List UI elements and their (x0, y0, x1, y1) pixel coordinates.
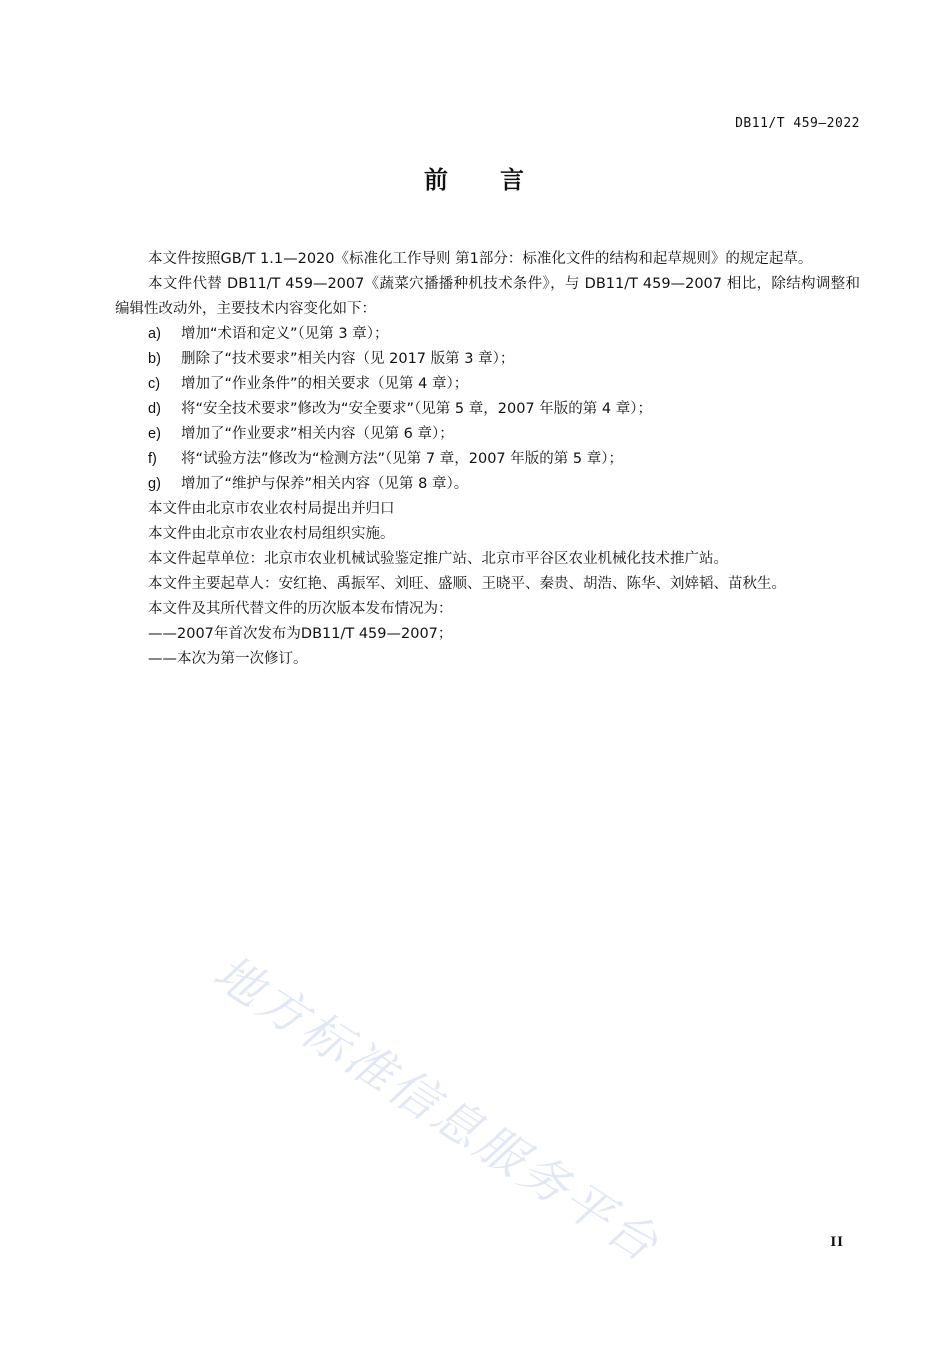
page-title (0, 160, 950, 195)
watermark: 地方标准信息服务平台 (203, 944, 671, 1275)
statement-drafters: 本文件主要起草人：安红艳、禹振军、刘旺、盛顺、王晓平、秦贵、胡浩、陈华、刘婞韬、苗秋生。 (148, 576, 786, 592)
list-marker: d) (148, 401, 161, 417)
list-marker: a) (148, 326, 161, 342)
list-marker: b) (148, 351, 161, 367)
title-char-1: 前 (424, 166, 450, 194)
statement-drafting-units: 本文件起草单位：北京市农业机械试验鉴定推广站、北京市平谷区农业机械化技术推广站。 (148, 551, 728, 567)
page-number: II (830, 1234, 844, 1250)
list-item (115, 347, 860, 372)
list-item-text: 增加了“作业条件”的相关要求（见第 4 章）； (181, 376, 469, 392)
history-line: ——2007年首次发布为DB11/T 459—2007； (148, 626, 453, 642)
paragraph-replacement: 本文件代替 DB11/T 459—2007《蔬菜穴播播种机技术条件》，与 DB11/T 459—2007 相比，除结构调整和编辑性改动外，主要技术内容变化如下： (115, 276, 860, 317)
statement-proposer: 本文件由北京市农业农村局提出并归口 (148, 501, 395, 517)
foreword-body (115, 247, 860, 672)
statement-version-history: 本文件及其所代替文件的历次版本发布情况为： (148, 601, 453, 617)
title-char-2: 言 (500, 166, 526, 194)
statement-implementation: 本文件由北京市农业农村局组织实施。 (148, 526, 395, 542)
list-marker: c) (148, 376, 161, 392)
list-item (115, 322, 860, 347)
list-marker: e) (148, 426, 161, 442)
history-line: ——本次为第一次修订。 (148, 651, 308, 667)
list-item-text: 增加了“维护与保养”相关内容（见第 8 章）。 (181, 476, 469, 492)
list-item-text: 将“安全技术要求”修改为“安全要求”（见第 5 章，2007 年版的第 4 章）； (181, 401, 652, 417)
list-item-text: 删除了“技术要求”相关内容（见 2017 版第 3 章）； (181, 351, 515, 367)
list-marker: g) (148, 476, 161, 492)
paragraph-drafting-rules: 本文件按照GB/T 1.1—2020《标准化工作导则 第1部分：标准化文件的结构和起草规则》的规定起草。 (148, 251, 813, 267)
standard-code: DB11/T 459—2022 (735, 116, 860, 131)
list-item (115, 472, 860, 497)
list-marker: f) (148, 451, 157, 467)
list-item-text: 将“试验方法”修改为“检测方法”（见第 7 章，2007 年版的第 5 章）； (181, 451, 623, 467)
list-item (115, 397, 860, 422)
list-item-text: 增加了“作业要求”相关内容（见第 6 章）； (181, 426, 454, 442)
list-item (115, 422, 860, 447)
list-item (115, 447, 860, 472)
list-item (115, 372, 860, 397)
changes-list (115, 322, 860, 497)
list-item-text: 增加“术语和定义”（见第 3 章）； (181, 326, 389, 342)
